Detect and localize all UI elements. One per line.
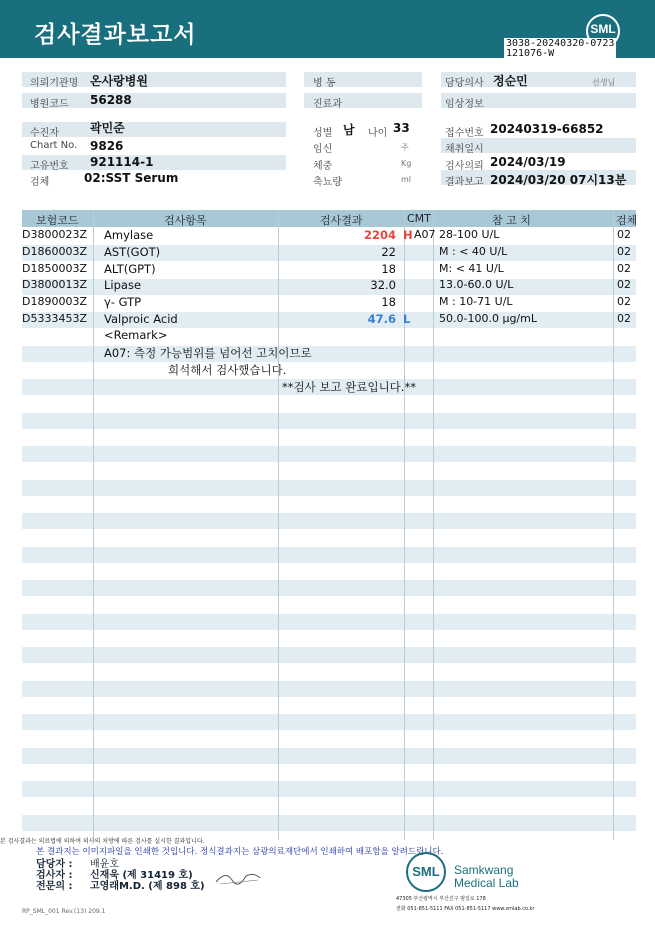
sml-logo-text: SML — [590, 22, 616, 36]
row-specimen: 02 — [617, 278, 631, 292]
checker-value: 신재욱 (제 31419 호) — [90, 870, 193, 881]
row-reference: M : < 40 U/L — [439, 244, 508, 258]
row-specimen: 02 — [617, 228, 631, 241]
row-item: Valproic Acid — [104, 312, 178, 326]
end-note: **검사 보고 완료입니다.** — [282, 380, 416, 394]
hospital-label: 의뢰기관명 — [30, 78, 79, 89]
document-number — [504, 38, 616, 60]
form-number: RP_SML_001 Rev.(13) 209.1 — [22, 908, 106, 915]
row-reference: 28-100 U/L — [439, 228, 500, 241]
specimen-label: 검체 — [30, 177, 50, 188]
row-stripe — [22, 815, 636, 831]
brand-line-2: Medical Lab — [454, 876, 519, 890]
request-value: 2024/03/19 — [490, 155, 566, 169]
header-result: 검사결과 — [320, 214, 363, 227]
address: 47305 부산광역시 부산진구 범일로 178 — [396, 896, 486, 902]
row-stripe — [22, 781, 636, 797]
row-item: ALT(GPT) — [104, 261, 156, 276]
row-code: D3800013Z — [22, 278, 87, 292]
request-label: 검사의뢰 — [445, 161, 484, 172]
doc-no-line-2: 121076-W — [506, 48, 555, 59]
hospital-code-label: 병원코드 — [30, 99, 69, 110]
pregnancy-unit: 주 — [401, 143, 409, 152]
remark-line-2: 희석해서 검사했습니다. — [168, 363, 287, 377]
id-no-value: 921114-1 — [90, 155, 154, 169]
weight-unit: Kg — [401, 159, 412, 168]
header-reference: 참 고 치 — [492, 214, 531, 227]
header-item: 검사항목 — [164, 214, 207, 227]
clinical-info-label: 임상정보 — [445, 99, 484, 110]
row-specimen: 02 — [617, 295, 631, 309]
row-stripe — [22, 647, 636, 663]
row-item: Lipase — [104, 278, 142, 293]
row-flag: L — [403, 312, 411, 326]
urine-label: 축뇨량 — [313, 177, 342, 188]
id-no-label: 고유번호 — [30, 161, 69, 172]
doc-no-line-1: 3038-20240320-0723 — [506, 38, 615, 49]
tech-label: 담당자 : — [36, 859, 73, 870]
collection-label: 채취일시 — [445, 144, 484, 155]
row-stripe — [22, 580, 636, 596]
sml-footer-logo-text: SML — [412, 864, 440, 879]
age-label: 나이 — [368, 128, 388, 139]
row-item: Amylase — [104, 228, 154, 242]
fine-print: 본 검사결과는 의료법에 의하여 의사의 처방에 따른 검사를 실시한 결과입니다. — [0, 838, 205, 845]
row-code: D3800023Z — [22, 228, 87, 241]
doctor-value: 정순민 — [493, 74, 528, 88]
specimen-value: 02:SST Serum — [84, 171, 179, 185]
row-stripe — [22, 413, 636, 429]
chart-no-label: Chart No. — [30, 140, 78, 151]
hospital-value: 온사랑병원 — [90, 74, 148, 88]
row-code: D1850003Z — [22, 261, 87, 275]
row-cmt: A07 — [414, 228, 436, 241]
notice: 본 결과지는 이미지파일을 인쇄한 것입니다. 정식결과지는 삼광의료재단에서 인쇄하여 배포함을 알려드립니다. — [36, 847, 444, 857]
row-code: D1860003Z — [22, 244, 87, 258]
row-reference: 13.0-60.0 U/L — [439, 278, 514, 292]
tech-value: 배윤호 — [90, 859, 119, 870]
row-reference: 50.0-100.0 μg/mL — [439, 312, 537, 325]
brand-name — [454, 864, 519, 890]
row-item: γ- GTP — [104, 295, 142, 310]
remark-line-1: A07: 측정 가능범위를 넘어선 고치이므로 — [104, 346, 312, 360]
sex-value: 남 — [343, 123, 355, 137]
row-result: 18 — [381, 295, 396, 310]
row-stripe — [22, 547, 636, 563]
row-stripe — [22, 513, 636, 529]
row-flag: H — [403, 228, 413, 242]
row-stripe — [22, 748, 636, 764]
phone: 전화 051-851-5111 FAX 051-851-5117 www.smlab.co.kr — [396, 906, 535, 912]
row-stripe — [22, 681, 636, 697]
row-reference: M : 10-71 U/L — [439, 295, 513, 309]
checker-label: 검사자 : — [36, 870, 73, 881]
row-specimen: 02 — [617, 261, 631, 275]
row-result: 47.6 — [367, 312, 396, 326]
row-result: 32.0 — [370, 278, 396, 293]
patient-value: 곽민준 — [90, 121, 125, 135]
row-specimen: 02 — [617, 312, 631, 325]
row-reference: M: < 41 U/L — [439, 261, 504, 275]
row-item: AST(GOT) — [104, 244, 161, 259]
doctor-suffix: 선생님 — [592, 78, 616, 87]
header-code: 보험코드 — [36, 214, 79, 227]
dept-label: 진료과 — [313, 99, 342, 110]
row-stripe — [22, 714, 636, 730]
row-stripe — [22, 614, 636, 630]
row-result: 22 — [381, 244, 396, 259]
row-stripe — [22, 480, 636, 496]
row-result: 18 — [381, 261, 396, 276]
receipt-label: 접수번호 — [445, 128, 484, 139]
brand-line-1: Samkwang — [454, 863, 514, 877]
remark-title: <Remark> — [104, 328, 168, 342]
header-cmt: CMT — [407, 212, 431, 225]
weight-label: 체중 — [313, 161, 333, 172]
ward-label: 병 동 — [313, 78, 336, 89]
sex-label: 성별 — [313, 128, 333, 139]
urine-unit: ml — [401, 175, 412, 184]
chart-no-value: 9826 — [90, 139, 124, 153]
specialist-value: 고영래M.D. (제 898 호) — [90, 881, 205, 892]
age-value: 33 — [393, 121, 410, 135]
page-title: 검사결과보고서 — [34, 22, 197, 48]
doctor-label: 담당의사 — [445, 78, 484, 89]
row-code: D5333453Z — [22, 312, 87, 325]
row-code: D1890003Z — [22, 295, 87, 309]
header-specimen: 검체 — [616, 214, 638, 227]
hospital-code-value: 56288 — [90, 93, 132, 107]
receipt-value: 20240319-66852 — [490, 122, 604, 136]
pregnancy-label: 임신 — [313, 144, 333, 155]
signature-icon — [214, 866, 264, 888]
row-stripe — [22, 446, 636, 462]
specialist-label: 전문의 : — [36, 881, 73, 892]
patient-label: 수진자 — [30, 128, 59, 139]
report-value: 2024/03/20 07시13분 — [490, 173, 627, 187]
row-specimen: 02 — [617, 244, 631, 258]
report-label: 결과보고 — [445, 177, 484, 188]
row-result: 2204 — [363, 228, 396, 242]
